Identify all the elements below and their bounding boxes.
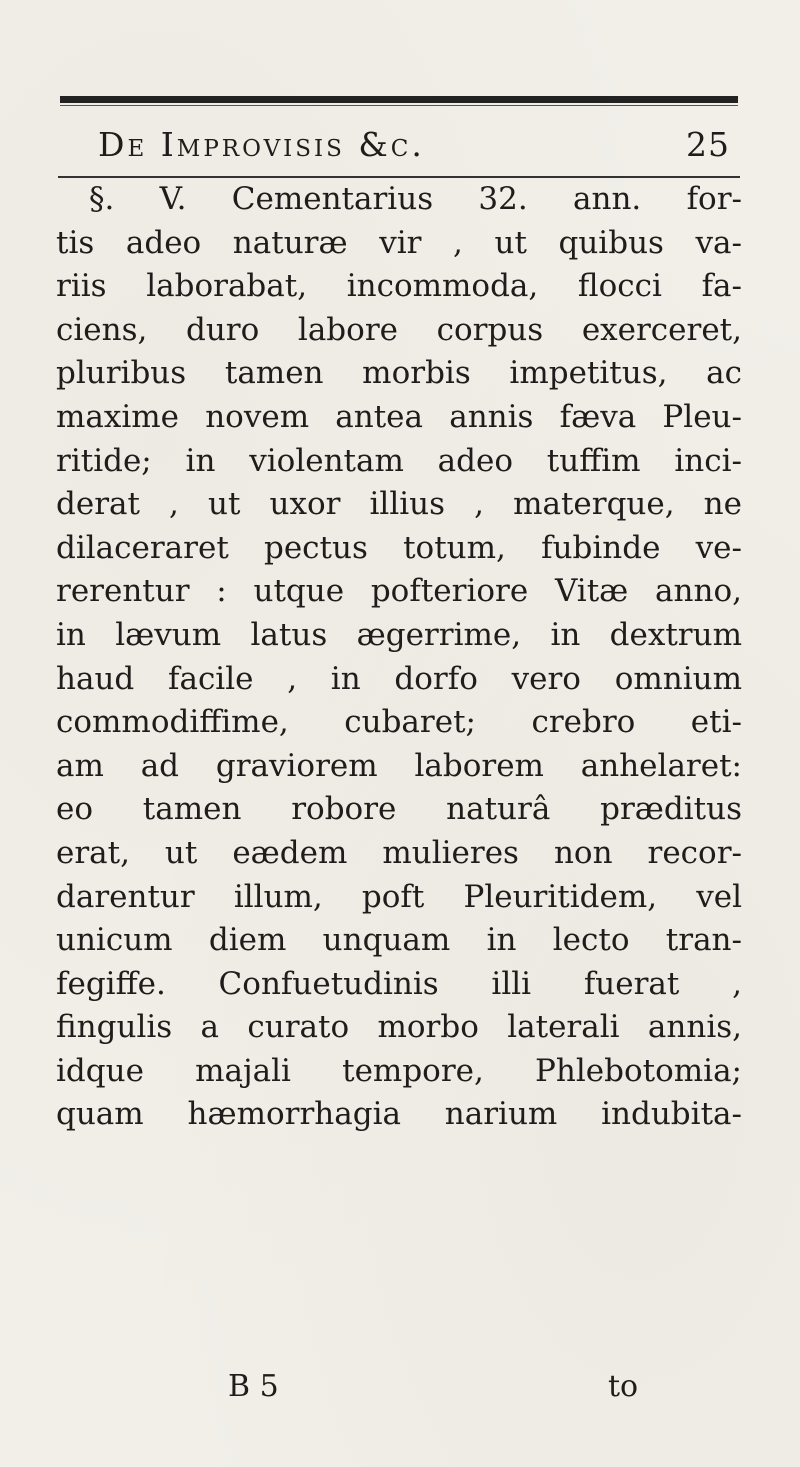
text-line: erat, ut eædem mulieres non recor- — [56, 834, 742, 871]
running-title: De Improvisis &c. — [98, 125, 425, 164]
text-line: in lævum latus ægerrime, in dextrum — [56, 616, 742, 653]
text-line: ciens, duro labore corpus exerceret, — [56, 311, 742, 348]
text-line: maxime novem antea annis fæva Pleu- — [56, 398, 742, 435]
page-footer — [0, 1365, 800, 1409]
text-line: pluribus tamen morbis impetitus, ac — [56, 355, 742, 392]
text-line: derat , ut uxor illius , materque, ne — [56, 486, 742, 523]
text-line: commodiffime, cubaret; crebro eti- — [56, 704, 742, 741]
text-line: tis adeo naturæ vir , ut quibus va- — [56, 224, 742, 261]
text-line: fingulis a curato morbo laterali annis, — [56, 1009, 742, 1046]
text-line: dilaceraret pectus totum, fubinde ve- — [56, 529, 742, 566]
text-line: fegiffe. Confuetudinis illi fuerat , — [56, 965, 742, 1002]
text-line: quam hæmorrhagia narium indubita- — [56, 1096, 742, 1133]
text-line: §. V. Cementarius 32. ann. for- — [89, 181, 742, 217]
text-line: unicum diem unquam in lecto tran- — [56, 922, 742, 959]
page-number: 25 — [686, 125, 730, 164]
top-thin-rule — [60, 105, 738, 106]
text-line: rerentur : utque pofteriore Vitæ anno, — [56, 573, 742, 610]
top-ornamental-rule — [60, 96, 738, 103]
text-line: eo tamen robore naturâ præditus — [56, 791, 742, 828]
catchword: to — [608, 1369, 639, 1404]
text-line: am ad graviorem laborem anhelaret: — [56, 747, 742, 784]
signature-mark: B 5 — [228, 1369, 279, 1404]
body-text — [56, 178, 742, 1137]
text-line: darentur illum, poft Pleuritidem, vel — [56, 878, 742, 915]
text-line: haud facile , in dorfo vero omnium — [56, 660, 742, 697]
text-line: idque majali tempore, Phlebotomia; — [56, 1052, 742, 1089]
running-header — [98, 120, 738, 170]
text-line: riis laborabat, incommoda, flocci fa- — [56, 268, 742, 305]
text-line: ritide; in violentam adeo tuffim inci- — [56, 442, 742, 479]
